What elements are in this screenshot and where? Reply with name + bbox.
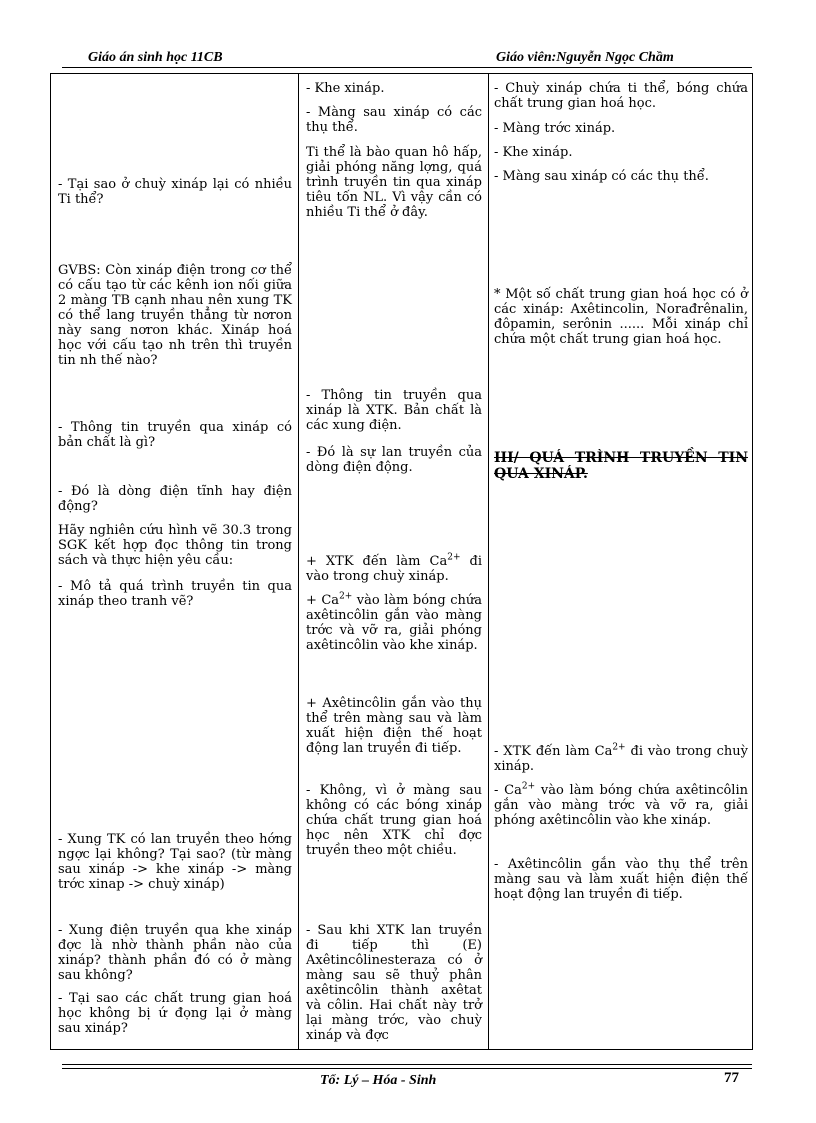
mid-sau-khi: - Sau khi XTK lan truyền đi tiếp thì (E) Axêtincôlinesteraza có ở màng sau sẽ thuỷ phân axêtincôlin thành axêtat và côlin. Hai chất này trở lại màng trớc, vào chuỳ xináp và đợc [306, 923, 482, 1043]
ion-charge: 2+ [521, 781, 536, 792]
right-step-3: - Axêtincôlin gắn vào thụ thể trên màng sau và làm xuất hiện điện thế hoạt động lan truyền đi tiếp. [494, 857, 748, 902]
mid-khe: - Khe xináp. [306, 81, 385, 96]
footer-text: Tổ: Lý – Hóa - Sinh [320, 1073, 437, 1088]
right-step-1: - XTK đến làm $Ca^{2+}$ đi vào trong chuỳ xináp. [494, 742, 749, 774]
mid-mang-sau: - Màng sau xináp có các thụ thể. [306, 105, 482, 135]
header-right: Giáo viên:Nguyễn Ngọc Chầm [496, 50, 674, 65]
ion-charge: 2+ [339, 591, 353, 602]
right-chuy: - Chuỳ xináp chứa ti thể, bóng chứa chất trung gian hoá học. [494, 81, 748, 111]
question-dien: - Đó là dòng điện tĩnh hay điện động? [58, 484, 292, 514]
footer-rule [62, 1064, 752, 1065]
mid-ti-the: Ti thể là bào quan hô hấp, giải phóng năng lợng, quá trình truyền tin qua xináp tiêu tốn NL. Vì vậy cần có nhiều Ti thể ở đây. [306, 145, 482, 220]
header-left: Giáo án sinh học 11CB [88, 50, 223, 65]
question-ban-chat: - Thông tin truyền qua xináp có bản chất là gì? [58, 420, 292, 450]
page-number: 77 [724, 1070, 739, 1086]
header-rule [62, 67, 752, 68]
column-divider-1 [298, 74, 299, 1049]
question-mo-ta: - Mô tả quá trình truyền tin qua xináp theo tranh vẽ? [58, 579, 292, 609]
right-mang-truoc: - Màng trớc xináp. [494, 121, 616, 136]
ion-charge: 2+ [447, 552, 461, 563]
section-heading: III/ QUÁ TRÌNH TRUYỀN TIN QUA XINÁP. [494, 450, 748, 482]
mid-step-3: + Axêtincôlin gắn vào thụ thể trên màng sau và làm xuất hiện điện thế hoạt động lan truyền đi tiếp. [306, 696, 482, 756]
footer-rule [62, 1068, 752, 1069]
question-ti-the: - Tại sao ở chuỳ xináp lại có nhiều Ti thể? [58, 177, 292, 207]
question-u-dong: - Tại sao các chất trung gian hoá học không bị ứ đọng lại ở màng sau xináp? [58, 991, 292, 1036]
lesson-table [50, 73, 753, 1050]
instruction: Hãy nghiên cứu hình vẽ 30.3 trong SGK kết hợp đọc thông tin trong sách và thực hiện yêu cầu: [58, 523, 292, 568]
mid-step-2: + $Ca^{2+}$ vào làm bóng chứa axêtincôlin gắn vào màng trớc và vỡ ra, giải phóng axêtincôlin vào khe xináp. [306, 591, 482, 653]
column-divider-2 [488, 74, 489, 1049]
mid-dong-dien: - Đó là sự lan truyền của dòng điện động. [306, 445, 482, 475]
right-step-2: - $Ca^{2+}$ vào làm bóng chứa axêtincôlin gắn vào màng trớc và vỡ ra, giải phóng axêtincôlin vào khe xináp. [494, 781, 748, 828]
ion-charge: 2+ [612, 742, 626, 753]
mid-step-1: + XTK đến làm $Ca^{2+}$ đi vào trong chuỳ xináp. [306, 552, 482, 584]
right-khe: - Khe xináp. [494, 145, 573, 160]
teacher-supplement: GVBS: Còn xináp điện trong cơ thể có cấu tạo từ các kênh ion nối giữa 2 màng TB cạnh nhau nên xung TK có thể lang truyền thẳng từ nơron này sang nơron khác. Xináp hoá học với cấu tạo nh trên thì truyền tin nh thế nào? [58, 263, 292, 368]
question-nguoc: - Xung TK có lan truyền theo hớng ngợc lại không? Tại sao? (từ màng sau xináp -> khe xináp -> màng trớc xinap -> chuỳ xináp) [58, 832, 292, 892]
right-mot-so: * Một số chất trung gian hoá học có ở các xináp: Axêtincolin, Norađrênalin, đôpamin, serônin ...... Mỗi xináp chỉ chứa một chất trung gian hoá học. [494, 287, 748, 347]
right-mang-sau: - Màng sau xináp có các thụ thể. [494, 169, 709, 184]
mid-khong: - Không, vì ở màng sau không có các bóng xináp chứa chất trung gian hoá học nên XTK chỉ đợc truyền theo một chiều. [306, 783, 482, 858]
mid-thong-tin: - Thông tin truyền qua xináp là XTK. Bản chất là các xung điện. [306, 388, 482, 433]
question-thanh-phan: - Xung điện truyền qua khe xináp đợc là nhờ thành phần nào của xináp? thành phần đó có ở màng sau không? [58, 923, 292, 983]
